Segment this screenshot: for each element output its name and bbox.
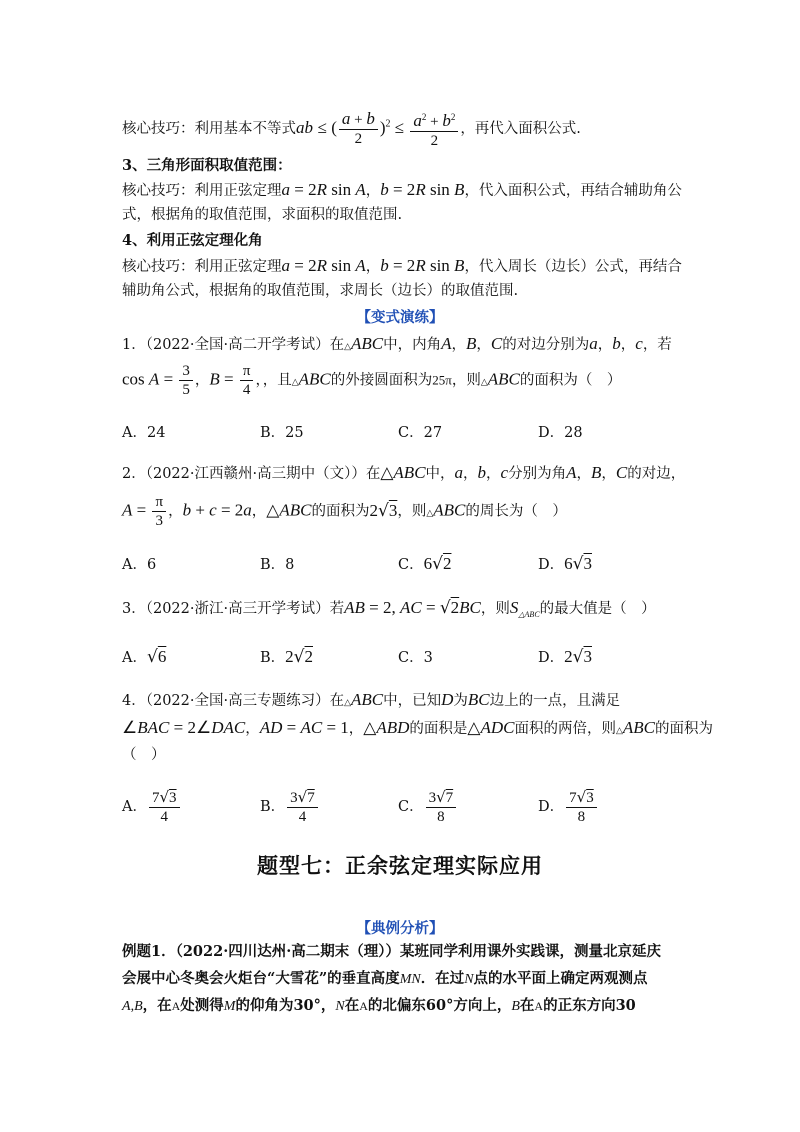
question-2-option-c: C．6√2 [398, 554, 452, 574]
question-4-option-c: C． $\frac{3√7}{8}$ [398, 788, 458, 826]
example-1-line-3: A,B，在A处测得M的仰角为30°，N在A的北偏东60°方向上，B在A的正东方向30 [122, 997, 636, 1014]
section-4-line-1: 核心技巧：利用正弦定理a = 2R sin A，b = 2R sin B，代入周长（边长）公式，再结合 [122, 256, 682, 275]
fraction-a2-plus-b2-over-2: $\frac{a^2 + b^2}{2}$ [410, 108, 458, 150]
fraction-a-plus-b-over-2: $\frac{a + b}{2}$ [339, 110, 378, 148]
question-1-option-d: D．28 [538, 425, 583, 441]
question-3-option-d: D．2√3 [538, 647, 592, 667]
question-4-paren: （ ） [122, 747, 166, 763]
question-1-line-2: cos A = $\frac{3}{5}$ ，B = $\frac{\pi}{4}$ ，，且△ABC的外接圆面积为25π，则△ABC的面积为（ ） [122, 363, 622, 398]
section-4-line-2: 辅助角公式，根据角的取值范围，求周长（边长）的取值范围. [122, 283, 519, 299]
question-3-option-a: A．√6 [122, 647, 167, 667]
question-4-option-b: B． $\frac{3√7}{4}$ [260, 788, 320, 826]
question-2-option-a: A．6 [122, 557, 157, 573]
question-1-option-c: C．27 [398, 425, 443, 441]
example-heading: 【典例分析】 [356, 920, 444, 937]
question-4-line-1: 4．（2022·全国·高三专题练习）在△ABC中，已知D为BC边上的一点，且满足 [122, 690, 621, 709]
question-4-option-a: A． $\frac{7√3}{4}$ [122, 788, 182, 826]
section-3-title: 3、三角形面积取值范围： [122, 157, 292, 174]
tip-inequality-line: 核心技巧：利用基本不等式ab ≤ ( $\frac{a + b}{2}$ )$^2$ ≤ $\frac{a^2 + b^2}{2}$ ，再代入面积公式. [122, 109, 581, 149]
example-1-line-1: 例题1．（2022·四川达州·高二期末（理））某班同学利用课外实践课，测量北京延庆 [122, 943, 662, 960]
section-4-title: 4、利用正弦定理化角 [122, 232, 263, 249]
example-1-line-2: 会展中心冬奥会火炬台“大雪花”的垂直高度MN．在过N点的水平面上确定两观测点 [122, 970, 648, 987]
tip-suffix: ，再代入面积公式. [460, 121, 581, 137]
question-2-option-b: B．8 [260, 557, 295, 573]
section-3-line-1: 核心技巧：利用正弦定理a = 2R sin A，b = 2R sin B，代入面积公式，再结合辅助角公 [122, 180, 682, 199]
question-1-line-1: 1．（2022·全国·高二开学考试）在△ABC中，内角A，B，C的对边分别为a，b，c，若 [122, 334, 672, 353]
practice-heading: 【变式演练】 [356, 309, 444, 326]
tip-prefix: 核心技巧：利用基本不等式 [122, 121, 296, 137]
question-2-line-1: 2．（2022·江西赣州·高三期中（文））在△ABC中，a，b，c分别为角A，B，C的对边， [122, 463, 686, 482]
question-1-option-b: B．25 [260, 425, 304, 441]
question-4-option-d: D． $\frac{7√3}{8}$ [538, 788, 599, 826]
section-3-line-2: 式，根据角的取值范围，求面积的取值范围. [122, 207, 403, 223]
question-2-option-d: D．6√3 [538, 554, 592, 574]
question-2-line-2: A = $\frac{\pi}{3}$ ，b + c = 2a，△ABC的面积为2√3，则△ABC的周长为（ ） [122, 494, 567, 529]
question-4-line-2: ∠BAC = 2∠DAC，AD = AC = 1，△ABD的面积是△ADC面积的两倍，则△ABC的面积为 [122, 718, 714, 737]
question-1-option-a: A．24 [122, 425, 166, 441]
question-3-line-1: 3．（2022·浙江·高三开学考试）若AB = 2, AC = √2BC，则$S_{\triangle ABC}$的最大值是（ ） [122, 598, 656, 619]
type-7-title: 题型七：正余弦定理实际应用 [257, 853, 543, 878]
question-3-option-c: C．3 [398, 650, 433, 666]
question-3-option-b: B．2√2 [260, 647, 313, 667]
